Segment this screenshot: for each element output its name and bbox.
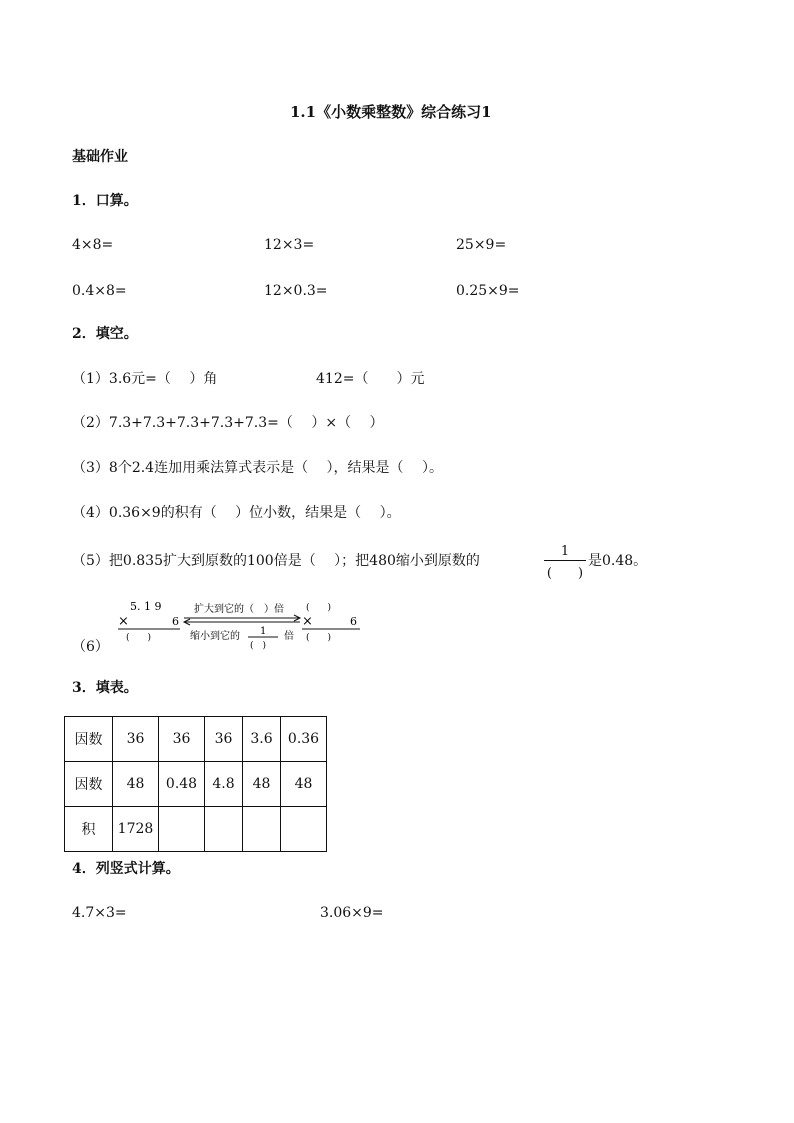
table-cell: 因数 — [65, 717, 113, 762]
table-cell: 3.6 — [243, 717, 281, 762]
table-cell — [159, 807, 205, 852]
diagram-bottom-label-post: 倍 — [284, 631, 294, 642]
diagram-top-label: 扩大到它的（ ）倍 — [194, 604, 284, 615]
diagram-right-top: ( ) — [306, 603, 332, 613]
diagram-right-mid: 6 — [350, 615, 357, 628]
q1-item: 12×3= — [264, 237, 315, 253]
table-cell — [205, 807, 243, 852]
q1-item: 0.4×8= — [72, 283, 127, 299]
diagram-bottom-label-pre: 缩小到它的 — [190, 631, 240, 642]
q2-heading: 2．填空。 — [72, 326, 138, 342]
q2-part1b: 412=（ ）元 — [316, 371, 425, 387]
q4-item: 4.7×3= — [72, 905, 127, 921]
q1-item: 12×0.3= — [264, 283, 328, 299]
q1-item: 0.25×9= — [456, 283, 520, 299]
table-cell: 48 — [243, 762, 281, 807]
table-cell — [281, 807, 327, 852]
factor-table — [64, 716, 327, 852]
diagram-bottom-denominator: ( ) — [250, 641, 267, 651]
table-row — [65, 717, 327, 762]
fraction-denominator: ( ) — [546, 566, 584, 581]
q1-heading: 1．口算。 — [72, 193, 138, 209]
table-cell: 0.48 — [159, 762, 205, 807]
diagram-left-mid: 6 — [172, 615, 179, 628]
q4-item: 3.06×9= — [320, 905, 384, 921]
table-cell — [243, 807, 281, 852]
fraction-bar — [544, 560, 586, 561]
q1-item: 4×8= — [72, 237, 114, 253]
q2-part3: （3）8个2.4连加用乘法算式表示是（ ），结果是（ ）。 — [72, 460, 443, 476]
multiplication-diagram — [116, 598, 366, 654]
table-cell: 36 — [113, 717, 159, 762]
table-row — [65, 762, 327, 807]
diagram-left-times: × — [118, 614, 129, 629]
table-cell: 积 — [65, 807, 113, 852]
table-cell: 4.8 — [205, 762, 243, 807]
q2-part5-fraction — [544, 544, 586, 581]
diagram-right-times: × — [302, 614, 313, 629]
table-cell: 48 — [113, 762, 159, 807]
q3-heading: 3．填表。 — [72, 680, 138, 696]
diagram-left-top: 5. 1 9 — [130, 600, 162, 613]
table-cell: 48 — [281, 762, 327, 807]
diagram-bottom-numerator: 1 — [260, 626, 267, 637]
q2-part4: （4）0.36×9的积有（ ）位小数，结果是（ ）。 — [72, 505, 401, 521]
table-cell: 0.36 — [281, 717, 327, 762]
table-row — [65, 807, 327, 852]
table-cell: 36 — [205, 717, 243, 762]
q2-part1a: （1）3.6元=（ ）角 — [72, 371, 218, 387]
table-cell: 36 — [159, 717, 205, 762]
q2-part5b: 是0.48。 — [588, 553, 648, 569]
table-cell: 1728 — [113, 807, 159, 852]
q2-part5a: （5）把0.835扩大到原数的100倍是（ ）；把480缩小到原数的 — [72, 553, 480, 569]
q2-part6-label: （6） — [72, 639, 109, 655]
section-heading: 基础作业 — [72, 149, 128, 165]
page-title: 1.1《小数乘整数》综合练习1 — [290, 103, 492, 121]
q2-part2: （2）7.3+7.3+7.3+7.3+7.3=（ ）×（ ） — [72, 415, 384, 431]
diagram-left-bottom: ( ) — [126, 633, 152, 643]
q4-heading: 4．列竖式计算。 — [72, 861, 180, 877]
fraction-numerator: 1 — [560, 544, 570, 559]
diagram-right-bottom: ( ) — [306, 633, 332, 643]
q1-item: 25×9= — [456, 237, 507, 253]
table-cell: 因数 — [65, 762, 113, 807]
